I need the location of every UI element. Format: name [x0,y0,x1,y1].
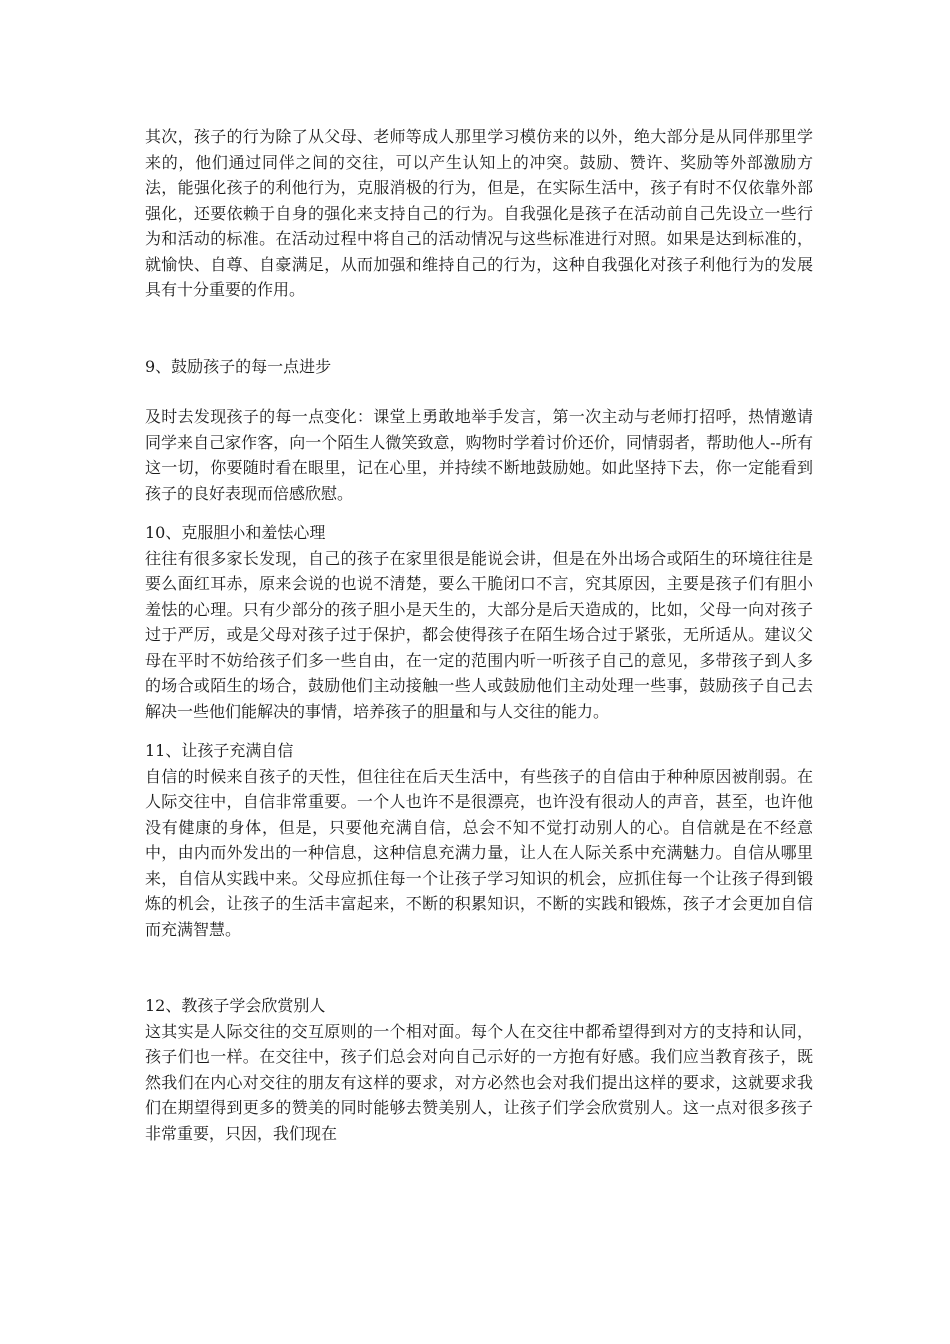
section-heading-11: 11、让孩子充满自信 [145,741,294,760]
spacer [145,303,813,354]
spacer [145,506,813,520]
section-heading-9: 9、鼓励孩子的每一点进步 [145,356,332,376]
paragraph-section-12: 这其实是人际交往的交互原则的一个相对面。每个人在交往中都希望得到对方的支持和认同，孩子们也一样。在交往中，孩子们总会对向自己示好的一方抱有好感。我们应当教育孩子，既然我们在内心对交往的朋友有这样的要求，对方必然也会对我们提出这样的要求，这就要求我们在期望得到更多的赞美的同时能够去赞美别人，让孩子们学会欣赏别人。这一点对很多孩子非常重要，只因，我们现在 [145,1021,813,1143]
paragraph-section-9: 及时去发现孩子的每一点变化：课堂上勇敢地举手发言，第一次主动与老师打招呼，热情邀请同学来自己家作客，向一个陌生人微笑致意，购物时学着讨价还价，同情弱者，帮助他人--所有这一切，你要随时看在眼里，记在心里，并持续不断地鼓励她。如此坚持下去，你一定能看到孩子的良好表现而倍感欣慰。 [145,407,813,503]
spacer [145,724,813,738]
paragraph-section-11: 自信的时候来自孩子的天性，但往往在后天生活中，有些孩子的自信由于种种原因被削弱。在人际交往中，自信非常重要。一个人也许不是很漂亮，也许没有很动人的声音，甚至，也许他没有健康的身体，但是，只要他充满自信，总会不知不觉打动别人的心。自信就是在不经意中，由内而外发出的一种信息，这种信息充满力量，让人在人际关系中充满魅力。自信从哪里来，自信从实践中来。父母应抓住每一个让孩子学习知识的机会，应抓住每一个让孩子得到锻炼的机会，让孩子的生活丰富起来，不断的积累知识，不断的实践和锻炼，孩子才会更加自信而充满智慧。 [145,766,813,939]
spacer [145,942,813,993]
paragraph-intro: 其次，孩子的行为除了从父母、老师等成人那里学习模仿来的以外，绝大部分是从同伴那里学来的，他们通过同伴之间的交往，可以产生认知上的冲突。鼓励、赞许、奖励等外部激励方法，能强化孩子的利他行为，克服消极的行为，但是，在实际生活中，孩子有时不仅依靠外部强化，还要依赖于自身的强化来支持自己的行为。自我强化是孩子在活动前自己先设立一些行为和活动的标准。在活动过程中将自己的活动情况与这些标准进行对照。如果是达到标准的，就愉快、自尊、自豪满足，从而加强和维持自己的行为，这种自我强化对孩子利他行为的发展具有十分重要的作用。 [145,127,813,299]
spacer [145,379,813,404]
section-heading-12: 12、教孩子学会欣赏别人 [145,996,326,1015]
section-heading-10: 10、克服胆小和羞怯心理 [145,523,326,542]
document-page [145,124,813,1146]
paragraph-section-10: 往往有很多家长发现，自己的孩子在家里很是能说会讲，但是在外出场合或陌生的环境往往是要么面红耳赤，原来会说的也说不清楚，要么干脆闭口不言，究其原因，主要是孩子们有胆小羞怯的心理。只有少部分的孩子胆小是天生的，大部分是后天造成的，比如，父母一向对孩子过于严厉，或是父母对孩子过于保护，都会使得孩子在陌生场合过于紧张，无所适从。建议父母在平时不妨给孩子们多一些自由，在一定的范围内听一听孩子自己的意见，多带孩子到人多的场合或陌生的场合，鼓励他们主动接触一些人或鼓励他们主动处理一些事，鼓励孩子自己去解决一些他们能解决的事情，培养孩子的胆量和与人交往的能力。 [145,548,813,721]
